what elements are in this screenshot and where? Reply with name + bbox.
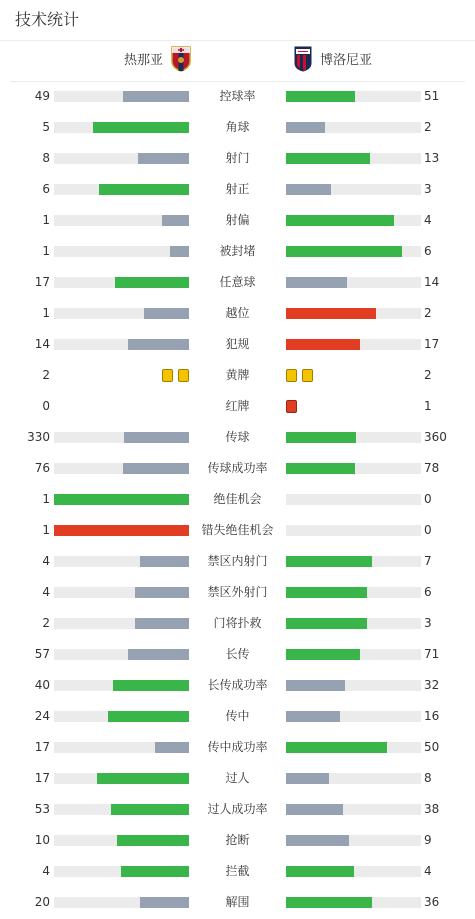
away-value: 8 <box>424 771 432 785</box>
page-title: 技术统计 <box>15 10 80 29</box>
stat-row <box>0 236 475 267</box>
home-bar-track <box>54 494 189 505</box>
stat-row <box>0 298 475 329</box>
home-bar-track <box>54 215 189 226</box>
home-bar <box>115 277 189 288</box>
home-value: 1 <box>42 244 50 258</box>
stat-row <box>0 391 475 422</box>
stat-row <box>0 112 475 143</box>
stat-label: 射偏 <box>225 213 250 227</box>
stat-label: 长传 <box>225 647 250 661</box>
home-value: 1 <box>42 306 50 320</box>
stats-table <box>0 81 475 918</box>
home-bar-track <box>54 618 189 629</box>
away-bar-track <box>286 184 421 195</box>
away-value: 7 <box>424 554 432 568</box>
away-value: 14 <box>424 275 440 289</box>
away-value: 50 <box>424 740 440 754</box>
away-bar <box>286 153 370 164</box>
stat-row <box>0 267 475 298</box>
stat-row <box>0 174 475 205</box>
home-value: 6 <box>42 182 50 196</box>
stat-label: 任意球 <box>219 275 256 289</box>
away-bar-track <box>286 246 421 257</box>
away-bar <box>286 122 325 133</box>
home-bar-track <box>54 897 189 908</box>
away-value: 0 <box>424 523 432 537</box>
away-bar <box>286 184 331 195</box>
home-bar <box>117 835 189 846</box>
stat-label: 禁区外射门 <box>207 585 268 599</box>
home-bar-track <box>54 184 189 195</box>
stat-label: 门将扑救 <box>213 616 262 630</box>
home-bar-track <box>54 339 189 350</box>
stat-row <box>0 794 475 825</box>
home-bar-track <box>54 649 189 660</box>
stat-label: 禁区内射门 <box>207 554 268 568</box>
away-cards <box>286 369 313 382</box>
away-bar <box>286 432 356 443</box>
away-bar-track <box>286 835 421 846</box>
home-value: 8 <box>42 151 50 165</box>
away-bar-track <box>286 153 421 164</box>
away-bar <box>286 618 367 629</box>
home-value: 4 <box>42 554 50 568</box>
home-bar-track <box>54 835 189 846</box>
home-value: 14 <box>34 337 50 351</box>
away-value: 3 <box>424 616 432 630</box>
home-value: 40 <box>34 678 50 692</box>
home-bar <box>124 432 189 443</box>
away-value: 38 <box>424 802 440 816</box>
yellow-card-icon <box>178 369 189 382</box>
away-bar-track <box>286 587 421 598</box>
yellow-card-icon <box>286 369 297 382</box>
home-value: 76 <box>34 461 50 475</box>
stat-row <box>0 887 475 918</box>
away-bar-track <box>286 649 421 660</box>
away-bar-track <box>286 742 421 753</box>
home-value: 1 <box>42 523 50 537</box>
away-bar <box>286 773 329 784</box>
away-bar <box>286 556 372 567</box>
stat-label: 射正 <box>225 182 250 196</box>
away-bar-track <box>286 525 421 536</box>
stat-label: 被封堵 <box>219 244 256 258</box>
stat-row <box>0 577 475 608</box>
home-value: 2 <box>42 616 50 630</box>
stat-label: 传中成功率 <box>207 740 268 754</box>
away-bar-track <box>286 804 421 815</box>
away-bar <box>286 246 402 257</box>
stat-label: 黄牌 <box>225 368 250 382</box>
away-bar-track <box>286 897 421 908</box>
stat-label: 传球 <box>225 430 250 444</box>
away-bar-track <box>286 463 421 474</box>
away-bar-track <box>286 277 421 288</box>
stat-label: 传球成功率 <box>207 461 268 475</box>
away-bar-track <box>286 91 421 102</box>
home-bar-track <box>54 556 189 567</box>
stat-row <box>0 608 475 639</box>
home-bar-track <box>54 742 189 753</box>
home-bar <box>93 122 189 133</box>
away-value: 1 <box>424 399 432 413</box>
home-bar <box>99 184 189 195</box>
home-value: 2 <box>42 368 50 382</box>
away-bar <box>286 587 367 598</box>
away-bar <box>286 277 347 288</box>
stat-label: 解围 <box>225 895 250 909</box>
home-bar-track <box>54 773 189 784</box>
home-bar-track <box>54 153 189 164</box>
away-value: 4 <box>424 213 432 227</box>
away-bar <box>286 804 343 815</box>
home-bar <box>123 91 189 102</box>
away-bar-track <box>286 339 421 350</box>
stat-label: 错失绝佳机会 <box>201 523 274 537</box>
home-value: 17 <box>34 740 50 754</box>
stat-label: 角球 <box>225 120 250 134</box>
away-bar-track <box>286 866 421 877</box>
home-bar <box>54 525 189 536</box>
stat-label: 拦截 <box>225 864 250 878</box>
away-value: 16 <box>424 709 440 723</box>
home-value: 1 <box>42 492 50 506</box>
home-bar <box>108 711 189 722</box>
stat-label: 传中 <box>225 709 250 723</box>
home-team-name: 热那亚 <box>124 53 164 68</box>
stat-label: 长传成功率 <box>207 678 268 692</box>
home-bar-track <box>54 432 189 443</box>
away-bar <box>286 91 355 102</box>
home-bar <box>123 463 189 474</box>
stat-label: 过人 <box>225 771 250 785</box>
away-value: 32 <box>424 678 440 692</box>
stat-row <box>0 422 475 453</box>
home-bar <box>128 649 189 660</box>
home-value: 57 <box>34 647 50 661</box>
home-value: 4 <box>42 585 50 599</box>
home-bar-track <box>54 680 189 691</box>
home-bar-track <box>54 711 189 722</box>
home-bar-track <box>54 246 189 257</box>
home-bar <box>135 587 189 598</box>
away-value: 4 <box>424 864 432 878</box>
home-bar-track <box>54 277 189 288</box>
stat-row <box>0 484 475 515</box>
home-value: 17 <box>34 771 50 785</box>
away-bar-track <box>286 618 421 629</box>
home-bar <box>113 680 189 691</box>
title-divider <box>0 40 475 41</box>
home-cards <box>162 369 189 382</box>
home-bar <box>54 494 189 505</box>
away-value: 6 <box>424 244 432 258</box>
home-bar-track <box>54 463 189 474</box>
away-value: 3 <box>424 182 432 196</box>
stat-row <box>0 856 475 887</box>
home-value: 330 <box>27 430 50 444</box>
stat-row <box>0 143 475 174</box>
genoa-crest-icon <box>171 46 191 76</box>
away-value: 17 <box>424 337 440 351</box>
away-bar <box>286 680 345 691</box>
away-value: 2 <box>424 120 432 134</box>
home-bar <box>135 618 189 629</box>
away-team-name: 博洛尼亚 <box>320 53 373 68</box>
away-bar <box>286 215 394 226</box>
away-value: 2 <box>424 368 432 382</box>
home-bar <box>170 246 189 257</box>
away-bar-track <box>286 711 421 722</box>
away-bar <box>286 742 387 753</box>
stat-row <box>0 546 475 577</box>
home-bar <box>144 308 189 319</box>
away-cards <box>286 400 297 413</box>
away-bar <box>286 866 354 877</box>
home-bar <box>155 742 189 753</box>
away-bar-track <box>286 556 421 567</box>
away-bar-track <box>286 773 421 784</box>
away-bar <box>286 711 340 722</box>
home-value: 53 <box>34 802 50 816</box>
stat-label: 绝佳机会 <box>213 492 262 506</box>
home-bar-track <box>54 91 189 102</box>
home-bar <box>140 556 189 567</box>
home-bar-track <box>54 866 189 877</box>
yellow-card-icon <box>302 369 313 382</box>
stat-label: 红牌 <box>225 399 250 413</box>
away-value: 6 <box>424 585 432 599</box>
home-value: 4 <box>42 864 50 878</box>
home-bar <box>121 866 189 877</box>
stat-row <box>0 639 475 670</box>
home-value: 5 <box>42 120 50 134</box>
home-bar-track <box>54 525 189 536</box>
home-bar <box>111 804 189 815</box>
home-bar <box>140 897 189 908</box>
home-value: 0 <box>42 399 50 413</box>
home-bar <box>128 339 189 350</box>
stat-label: 过人成功率 <box>207 802 268 816</box>
stat-row <box>0 329 475 360</box>
home-value: 10 <box>34 833 50 847</box>
stat-row <box>0 515 475 546</box>
stat-label: 控球率 <box>219 89 256 103</box>
away-value: 9 <box>424 833 432 847</box>
stat-label: 射门 <box>225 151 250 165</box>
stat-row <box>0 81 475 112</box>
stat-row <box>0 360 475 391</box>
home-bar-track <box>54 804 189 815</box>
home-value: 1 <box>42 213 50 227</box>
stat-row <box>0 453 475 484</box>
home-value: 20 <box>34 895 50 909</box>
away-bar-track <box>286 494 421 505</box>
stat-row <box>0 732 475 763</box>
stat-row <box>0 763 475 794</box>
stat-row <box>0 825 475 856</box>
home-bar-track <box>54 308 189 319</box>
away-bar <box>286 308 376 319</box>
away-bar <box>286 339 360 350</box>
yellow-card-icon <box>162 369 173 382</box>
red-card-icon <box>286 400 297 413</box>
away-value: 51 <box>424 89 440 103</box>
stat-row <box>0 701 475 732</box>
away-value: 36 <box>424 895 440 909</box>
away-value: 78 <box>424 461 440 475</box>
stat-label: 犯规 <box>225 337 250 351</box>
home-bar <box>162 215 189 226</box>
away-bar <box>286 463 355 474</box>
away-bar-track <box>286 680 421 691</box>
away-bar-track <box>286 432 421 443</box>
bologna-crest-icon <box>294 46 312 76</box>
stat-row <box>0 670 475 701</box>
home-bar <box>97 773 189 784</box>
away-bar-track <box>286 308 421 319</box>
away-value: 2 <box>424 306 432 320</box>
away-team <box>294 47 372 75</box>
away-value: 0 <box>424 492 432 506</box>
stat-row <box>0 205 475 236</box>
away-bar-track <box>286 215 421 226</box>
home-team <box>124 47 191 75</box>
away-bar-track <box>286 122 421 133</box>
home-bar-track <box>54 587 189 598</box>
away-value: 71 <box>424 647 440 661</box>
home-bar <box>138 153 189 164</box>
home-value: 24 <box>34 709 50 723</box>
stat-label: 抢断 <box>225 833 250 847</box>
home-bar-track <box>54 122 189 133</box>
stat-label: 越位 <box>225 306 250 320</box>
away-bar <box>286 835 349 846</box>
away-value: 360 <box>424 430 447 444</box>
away-bar <box>286 649 360 660</box>
away-value: 13 <box>424 151 440 165</box>
home-value: 17 <box>34 275 50 289</box>
away-bar <box>286 897 372 908</box>
home-value: 49 <box>34 89 50 103</box>
